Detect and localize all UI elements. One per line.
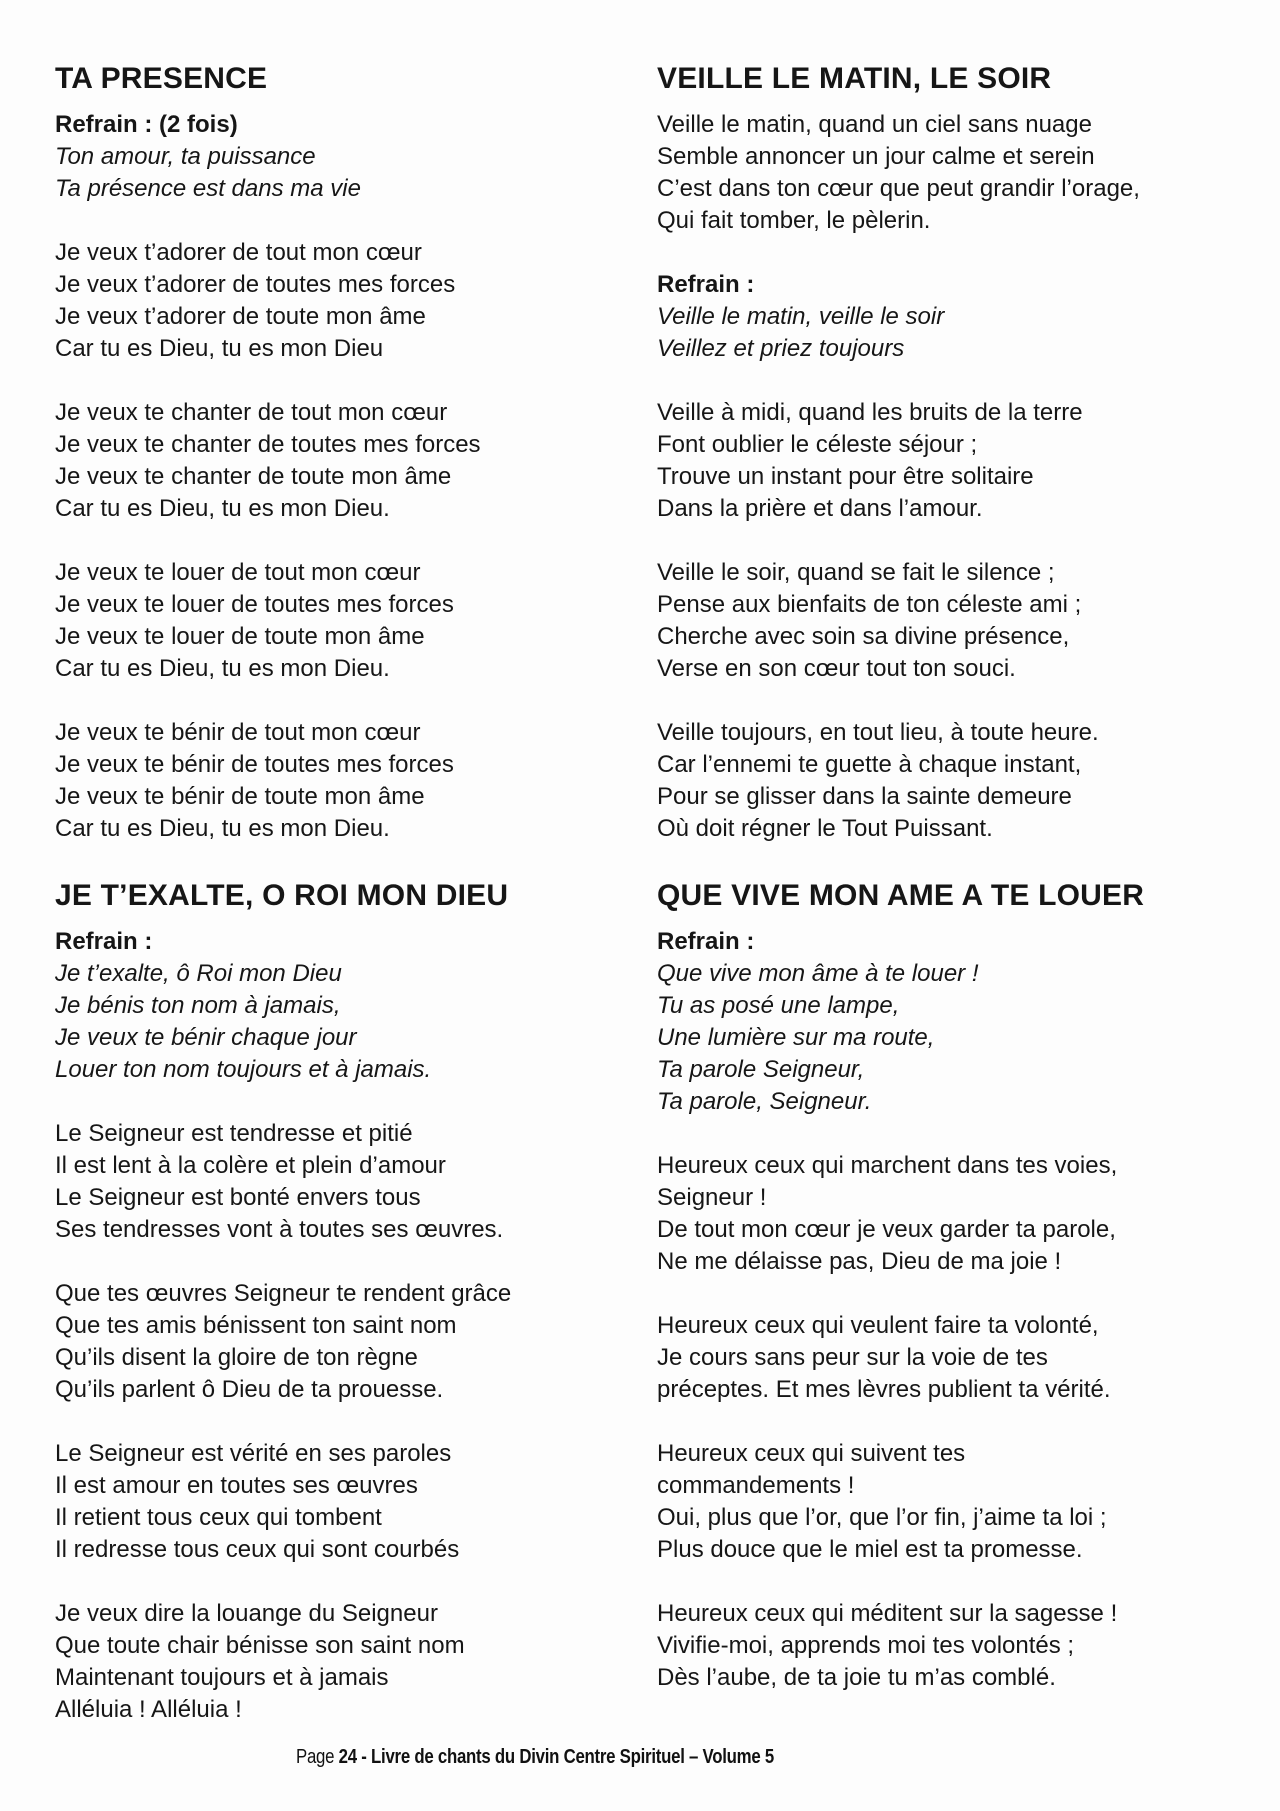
lyric-line: Je veux te bénir de toutes mes forces [55, 751, 454, 778]
lyric-line: Il est amour en toutes ses œuvres [55, 1472, 418, 1499]
lyric-line: Louer ton nom toujours et à jamais. [55, 1056, 432, 1083]
refrain-label: Refrain : [657, 271, 755, 298]
song-title: TA PRESENCE [55, 62, 268, 95]
refrain-label: Refrain : [657, 928, 755, 955]
lyric-line: Je veux te bénir de toute mon âme [55, 783, 425, 810]
refrain-label: Refrain : (2 fois) [55, 111, 238, 138]
lyric-line: Je bénis ton nom à jamais, [55, 992, 341, 1019]
lyric-line: Qu’ils parlent ô Dieu de ta prouesse. [55, 1376, 444, 1403]
stanza [657, 1598, 1232, 1694]
lyric-line: Il retient tous ceux qui tombent [55, 1504, 382, 1531]
lyric-line: Semble annoncer un jour calme et serein [657, 143, 1095, 170]
stanza [657, 1310, 1232, 1406]
refrain-label: Refrain : [55, 928, 153, 955]
lyric-line: Je cours sans peur sur la voie de tes [657, 1344, 1048, 1371]
lyric-line: De tout mon cœur je veux garder ta parole, [657, 1216, 1116, 1243]
lyric-line: commandements ! [657, 1472, 855, 1499]
lyric-line: Veille le matin, quand un ciel sans nuage [657, 111, 1092, 138]
lyric-line: Veillez et priez toujours [657, 335, 905, 362]
song [55, 879, 615, 1726]
lyric-line: Que toute chair bénisse son saint nom [55, 1632, 465, 1659]
column-right [657, 62, 1232, 1760]
stanza [657, 1438, 1232, 1566]
refrain-section [657, 926, 1232, 1118]
lyric-line: Je veux te louer de toutes mes forces [55, 591, 454, 618]
song-title: VEILLE LE MATIN, LE SOIR [657, 62, 1052, 95]
lyric-line: Car tu es Dieu, tu es mon Dieu [55, 335, 384, 362]
lyric-line: Veille le matin, veille le soir [657, 303, 945, 330]
stanza [657, 109, 1232, 237]
song-title: JE T’EXALTE, O ROI MON DIEU [55, 879, 509, 912]
lyric-line: Le Seigneur est vérité en ses paroles [55, 1440, 452, 1467]
stanza [657, 557, 1232, 685]
lyric-line: Cherche avec soin sa divine présence, [657, 623, 1070, 650]
lyric-line: Je veux t’adorer de toute mon âme [55, 303, 426, 330]
lyric-line: Le Seigneur est bonté envers tous [55, 1184, 421, 1211]
song [657, 879, 1232, 1694]
lyric-line: Ses tendresses vont à toutes ses œuvres. [55, 1216, 504, 1243]
stanza [55, 237, 615, 365]
lyric-line: Je veux te bénir chaque jour [55, 1024, 357, 1051]
lyric-line: Oui, plus que l’or, que l’or fin, j’aime ta loi ; [657, 1504, 1107, 1531]
lyric-line: Dès l’aube, de ta joie tu m’as comblé. [657, 1664, 1056, 1691]
lyric-line: Veille le soir, quand se fait le silence ; [657, 559, 1055, 586]
lyric-line: Trouve un instant pour être solitaire [657, 463, 1034, 490]
lyric-line: Je veux t’adorer de tout mon cœur [55, 239, 422, 266]
stanza [657, 717, 1232, 845]
lyric-line: Une lumière sur ma route, [657, 1024, 935, 1051]
lyric-line: Je veux te chanter de toute mon âme [55, 463, 452, 490]
lyric-line: Font oublier le céleste séjour ; [657, 431, 978, 458]
lyric-line: Seigneur ! [657, 1184, 767, 1211]
refrain-section [55, 109, 615, 205]
lyric-line: Vivifie-moi, apprends moi tes volontés ; [657, 1632, 1075, 1659]
song-title: QUE VIVE MON AME A TE LOUER [657, 879, 1145, 912]
lyric-line: Ta présence est dans ma vie [55, 175, 361, 202]
lyric-line: C’est dans ton cœur que peut grandir l’orage, [657, 175, 1140, 202]
lyric-line: Je veux te chanter de toutes mes forces [55, 431, 481, 458]
lyric-line: Je veux te chanter de tout mon cœur [55, 399, 448, 426]
lyric-line: Car l’ennemi te guette à chaque instant, [657, 751, 1082, 778]
lyric-line: Heureux ceux qui veulent faire ta volonté, [657, 1312, 1099, 1339]
lyric-line: Je t’exalte, ô Roi mon Dieu [55, 960, 342, 987]
lyric-line: Dans la prière et dans l’amour. [657, 495, 983, 522]
stanza [55, 557, 615, 685]
lyric-line: Je veux te louer de tout mon cœur [55, 559, 421, 586]
lyric-line: Il redresse tous ceux qui sont courbés [55, 1536, 460, 1563]
lyric-line: Heureux ceux qui marchent dans tes voies, [657, 1152, 1118, 1179]
lyric-line: Que tes œuvres Seigneur te rendent grâce [55, 1280, 512, 1307]
lyric-line: Tu as posé une lampe, [657, 992, 900, 1019]
lyric-line: Car tu es Dieu, tu es mon Dieu. [55, 495, 390, 522]
lyric-line: Le Seigneur est tendresse et pitié [55, 1120, 413, 1147]
song [55, 62, 615, 845]
lyric-line: Je veux t’adorer de toutes mes forces [55, 271, 456, 298]
lyric-line: Car tu es Dieu, tu es mon Dieu. [55, 655, 390, 682]
stanza [55, 1278, 615, 1406]
lyric-line: Je veux te bénir de tout mon cœur [55, 719, 421, 746]
stanza [55, 1598, 615, 1726]
lyric-line: Où doit régner le Tout Puissant. [657, 815, 993, 842]
lyric-line: Je veux dire la louange du Seigneur [55, 1600, 438, 1627]
stanza [55, 717, 615, 845]
lyric-line: Ta parole, Seigneur. [657, 1088, 872, 1115]
lyric-line: Qu’ils disent la gloire de ton règne [55, 1344, 418, 1371]
lyric-line: Que vive mon âme à te louer ! [657, 960, 979, 987]
lyric-line: Pense aux bienfaits de ton céleste ami ; [657, 591, 1082, 618]
lyric-line: Car tu es Dieu, tu es mon Dieu. [55, 815, 390, 842]
lyric-line: Il est lent à la colère et plein d’amour [55, 1152, 446, 1179]
stanza [55, 1438, 615, 1566]
stanza [55, 1118, 615, 1246]
lyric-line: Heureux ceux qui suivent tes [657, 1440, 966, 1467]
stanza [657, 397, 1232, 525]
page-footer [86, 1746, 985, 1769]
lyric-line: Veille à midi, quand les bruits de la terre [657, 399, 1083, 426]
lyric-line: Alléluia ! Alléluia ! [55, 1696, 242, 1723]
footer-page-label: Page [296, 1746, 339, 1768]
footer-book-title: 24 - Livre de chants du Divin Centre Spirituel – Volume 5 [338, 1746, 774, 1768]
lyric-line: Que tes amis bénissent ton saint nom [55, 1312, 457, 1339]
lyric-line: Plus douce que le miel est ta promesse. [657, 1536, 1083, 1563]
lyric-line: Ne me délaisse pas, Dieu de ma joie ! [657, 1248, 1062, 1275]
lyric-line: Ton amour, ta puissance [55, 143, 316, 170]
refrain-section [657, 269, 1232, 365]
lyric-line: Pour se glisser dans la sainte demeure [657, 783, 1072, 810]
lyric-line: Ta parole Seigneur, [657, 1056, 865, 1083]
stanza [55, 397, 615, 525]
lyric-line: Veille toujours, en tout lieu, à toute heure. [657, 719, 1099, 746]
refrain-section [55, 926, 615, 1086]
stanza [657, 1150, 1232, 1278]
lyric-line: Verse en son cœur tout ton souci. [657, 655, 1016, 682]
lyric-line: préceptes. Et mes lèvres publient ta vérité. [657, 1376, 1111, 1403]
lyric-line: Maintenant toujours et à jamais [55, 1664, 389, 1691]
lyric-line: Je veux te louer de toute mon âme [55, 623, 425, 650]
song [657, 62, 1232, 845]
lyric-line: Heureux ceux qui méditent sur la sagesse ! [657, 1600, 1118, 1627]
lyric-line: Qui fait tomber, le pèlerin. [657, 207, 931, 234]
column-left [55, 62, 615, 1760]
